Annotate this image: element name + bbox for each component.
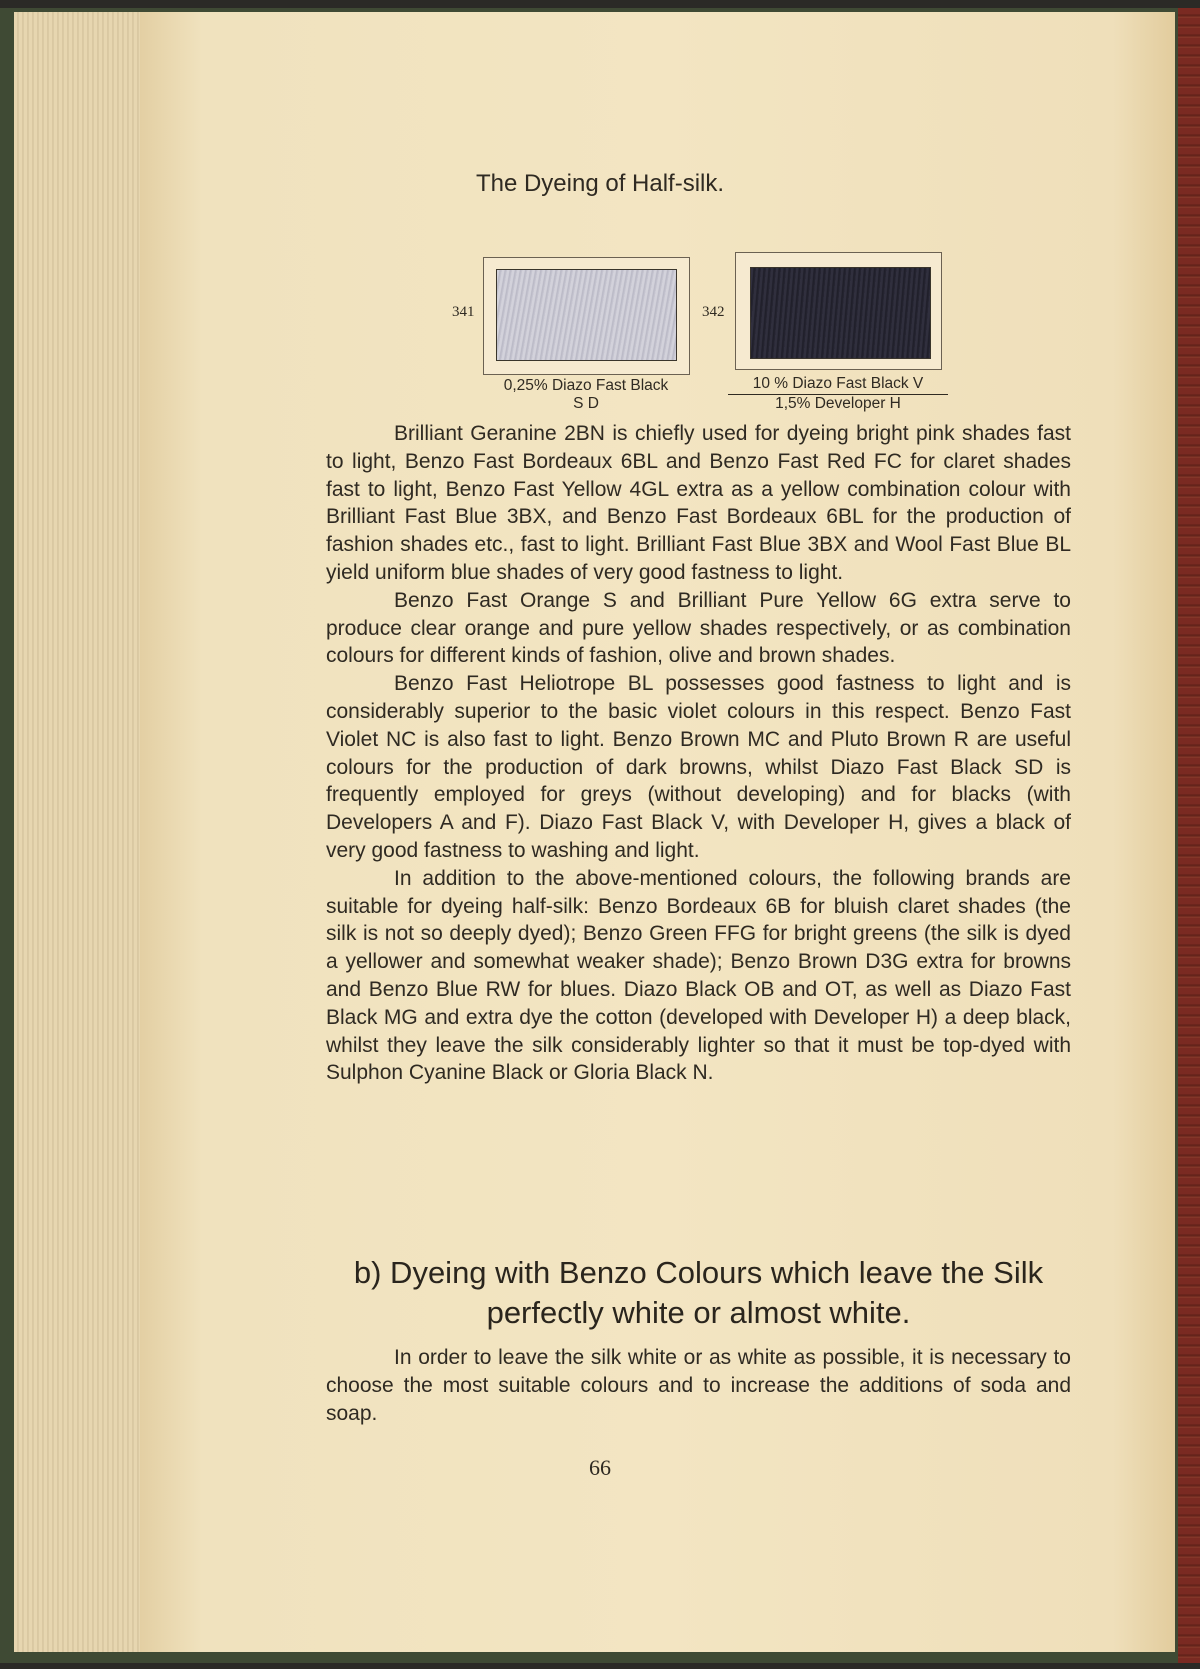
book-spine-edge [1178, 8, 1200, 1663]
paragraph-2: Benzo Fast Orange S and Brilliant Pure Yellow 6G extra serve to produce clear orange and pure yellow shades respectively, or as combination colours for different kinds of fashion, olive and brown shades. [326, 588, 1071, 668]
sample-caption-341 [472, 377, 700, 413]
caption-line-1: 0,25% Diazo Fast Black [503, 377, 669, 394]
fabric-swatch-grey [496, 269, 677, 361]
fabric-swatch-black [750, 267, 931, 359]
caption-line-1: 10 % Diazo Fast Black V [728, 375, 948, 395]
section-paragraph: In order to leave the silk white or as white as possible, it is necessary to choose the most suitable colours and to increase the additions of soda and soap. [326, 1346, 1071, 1425]
paragraph-3: Benzo Fast Heliotrope BL possesses good fastness to light and is considerably superior to the basic violet colours in this respect. Benzo Fast Violet NC is also fast to light. Benzo Brown MC and Pluto Brown R are useful colours for the production of dark browns, whilst Diazo Fast Black SD is frequently employed for greys (without developing) and for blacks (with Developers A and F). Diazo Fast Black V, with Developer H, gives a black of very good fastness to washing and light. [326, 672, 1071, 862]
page-stack-edge [14, 12, 144, 1652]
sample-number-341: 341 [452, 304, 475, 320]
caption-line-2: 1,5% Developer H [775, 395, 901, 412]
sample-frame-341 [483, 257, 690, 375]
sample-caption-342 [728, 375, 948, 413]
sample-number-342: 342 [702, 304, 725, 320]
sample-frame-342 [735, 252, 942, 370]
caption-line-2: S D [573, 395, 599, 412]
paragraph-1: Brilliant Geranine 2BN is chiefly used for dyeing bright pink shades fast to light, Benzo Fast Bordeaux 6BL and Benzo Fast Red FC for claret shades fast to light, Benzo Fast Yellow 4GL extra as a yellow combination colour with Brilliant Fast Blue 3BX, and Benzo Fast Bordeaux 6BL for the production of fashion shades etc., fast to light. Brilliant Fast Blue 3BX and Wool Fast Blue BL yield uniform blue shades of very good fastness to light. [326, 422, 1071, 584]
section-body [326, 1344, 1071, 1427]
section-heading [326, 1253, 1071, 1333]
section-heading-line-2: perfectly white or almost white. [486, 1295, 911, 1330]
section-heading-line-1: b) Dyeing with Benzo Colours which leave the Silk [353, 1255, 1044, 1290]
page-title: The Dyeing of Half-silk. [475, 170, 725, 197]
body-text [326, 420, 1071, 1087]
paragraph-4: In addition to the above-mentioned colours, the following brands are suitable for dyeing half-silk: Benzo Bordeaux 6B for bluish claret shades (the silk is not so deeply dyed); Benzo Green FFG for bright greens (the silk is dyed a yellower and somewhat weaker shade); Benzo Brown D3G extra for browns and Benzo Blue RW for blues. Diazo Black OB and OT, as well as Diazo Fast Black MG and extra dye the cotton (developed with Developer H) a deep black, whilst they leave the silk considerably lighter so that it must be top-dyed with Sulphon Cyanine Black or Gloria Black N. [326, 866, 1071, 1085]
page-number: 66 [589, 1455, 611, 1480]
